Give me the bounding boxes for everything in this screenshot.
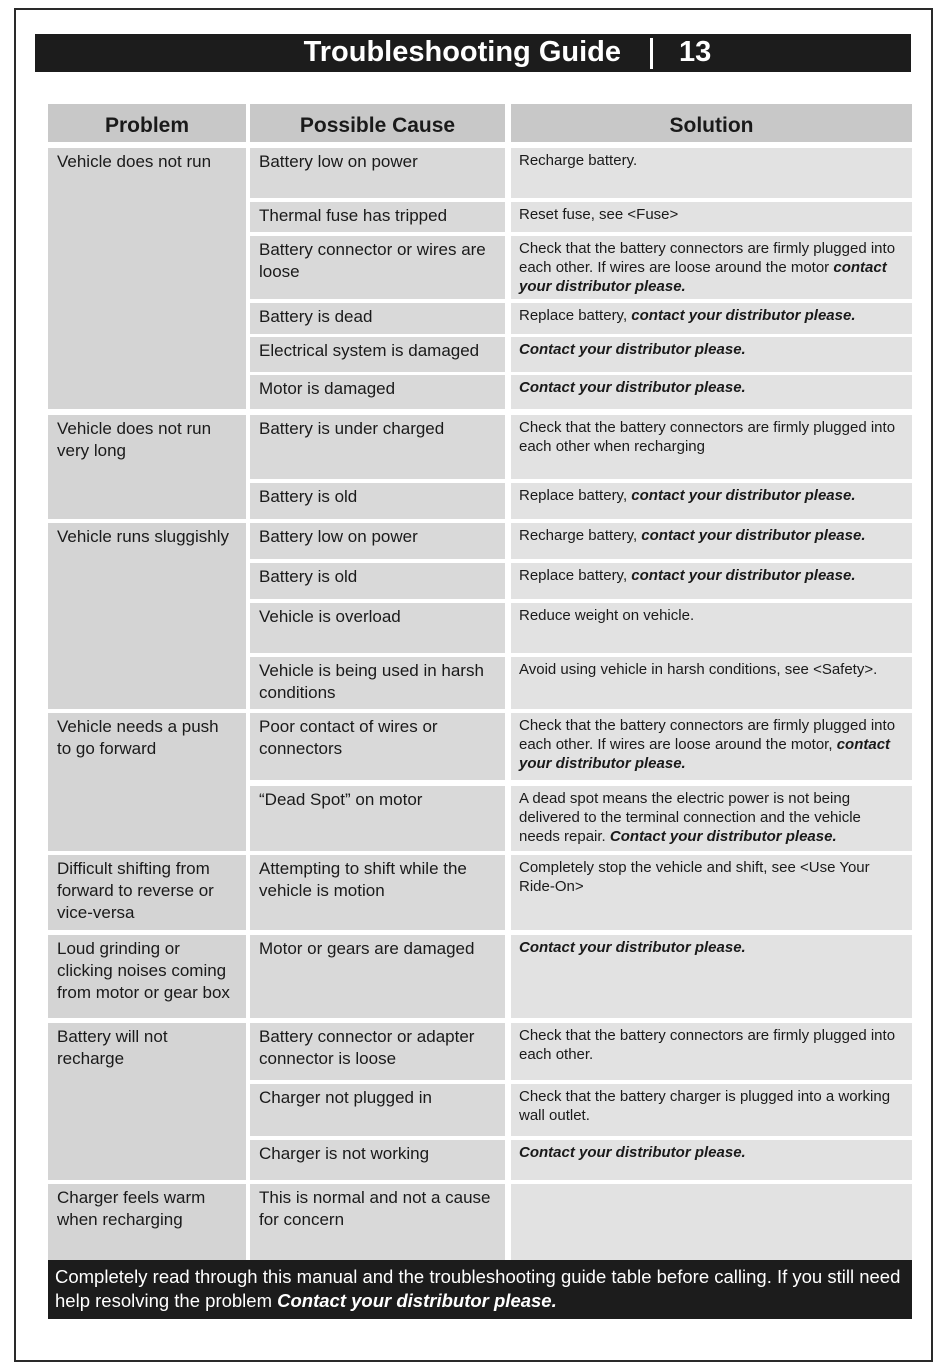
solution-cell [511,202,912,232]
problem-text: Battery will not recharge [57,1027,168,1068]
problem-cell [48,1184,246,1260]
problem-text: Vehicle runs sluggishly [57,527,229,546]
footer-note [48,1260,912,1319]
problem-cell [48,523,246,709]
solution-emphasis: contact your distributor please. [519,736,891,772]
cause-cell [250,415,505,479]
solution-cell [511,713,912,780]
cause-cell [250,375,505,409]
column-header-problem [48,104,246,142]
cause-text: Battery is under charged [259,419,445,438]
solution-emphasis: Contact your distributor please. [519,341,746,358]
cause-text: Battery is old [259,567,358,586]
solution-cell [511,1184,912,1260]
cause-cell [250,1023,505,1080]
solution-text: Replace battery, [519,307,628,324]
solution-text: Avoid using vehicle in harsh conditions, see <Safety>. [519,661,878,678]
problem-cell [48,415,246,519]
solution-text: Recharge battery, [519,527,638,544]
troubleshooting-table [48,104,912,1260]
solution-text: Check that the battery connectors are firmly plugged into each other when recharging [519,419,896,455]
cause-cell [250,855,505,930]
cause-text: Battery connector or wires are loose [259,240,486,281]
solution-emphasis: Contact your distributor please. [519,939,746,956]
solution-cell [511,375,912,409]
cause-text: Vehicle is being used in harsh conditions [259,661,484,702]
column-header-label: Solution [669,114,754,137]
problem-text: Vehicle does not run [57,152,212,171]
problem-cell [48,1023,246,1180]
cause-text: Charger not plugged in [259,1088,432,1107]
cause-cell [250,563,505,599]
cause-cell [250,1084,505,1136]
solution-emphasis: Contact your distributor please. [609,828,837,845]
solution-text: Completely stop the vehicle and shift, see <Use Your Ride-On> [519,859,870,895]
cause-cell [250,337,505,372]
solution-text: Recharge battery. [519,152,638,169]
solution-cell [511,483,912,519]
cause-cell [250,202,505,232]
problem-text: Difficult shifting from forward to reverse or vice-versa [57,859,214,922]
problem-cell [48,148,246,409]
solution-cell [511,523,912,559]
solution-text: Check that the battery charger is plugged into a working wall outlet. [519,1088,891,1124]
solution-cell [511,603,912,653]
solution-emphasis: contact your distributor please. [631,567,856,584]
cause-cell [250,523,505,559]
solution-cell [511,1023,912,1080]
cause-cell [250,1140,505,1180]
cause-cell [250,657,505,709]
cause-text: Battery connector or adapter connector is loose [259,1027,475,1068]
solution-text: Replace battery, [519,567,628,584]
solution-text: A dead spot means the electric power is not being delivered to the terminal connection and the vehicle needs repair. [519,790,861,845]
cause-cell [250,236,505,299]
solution-cell [511,657,912,709]
header-divider [650,38,653,69]
cause-cell [250,786,505,851]
cause-cell [250,713,505,780]
solution-cell [511,563,912,599]
cause-cell [250,1184,505,1260]
problem-cell [48,855,246,930]
cause-text: “Dead Spot” on motor [259,790,423,809]
footer-text: Completely read through this manual and the troubleshooting guide table before calling. If you still need help resolving the problem [55,1266,901,1311]
cause-text: Motor is damaged [259,379,396,398]
solution-cell [511,935,912,1018]
solution-text: Check that the battery connectors are firmly plugged into each other. [519,1027,896,1063]
column-header-label: Problem [104,114,190,137]
column-header-solution [511,104,912,142]
column-header-cause [250,104,505,142]
solution-cell [511,148,912,198]
problem-text: Charger feels warm when recharging [57,1188,206,1229]
solution-emphasis: Contact your distributor please. [519,379,746,396]
cause-text: Vehicle is overload [259,607,401,626]
solution-cell [511,303,912,334]
cause-text: Charger is not working [259,1144,430,1163]
cause-text: Battery is old [259,487,358,506]
problem-text: Vehicle does not run very long [57,419,212,460]
solution-text: Check that the battery connectors are firmly plugged into each other. If wires are loose around the motor, [519,717,896,753]
solution-cell [511,415,912,479]
problem-text: Vehicle needs a push to go forward [57,717,219,758]
cause-cell [250,303,505,334]
solution-emphasis: contact your distributor please. [631,487,856,504]
cause-text: Motor or gears are damaged [259,939,475,958]
solution-emphasis: contact your distributor please. [519,259,887,295]
cause-text: Electrical system is damaged [259,341,480,360]
cause-text: Attempting to shift while the vehicle is motion [259,859,467,900]
solution-emphasis: contact your distributor please. [641,527,866,544]
solution-cell [511,1140,912,1180]
solution-cell [511,786,912,851]
cause-text: Thermal fuse has tripped [259,206,448,225]
solution-cell [511,236,912,299]
solution-emphasis: Contact your distributor please. [519,1144,746,1161]
page-header [35,34,911,72]
cause-cell [250,603,505,653]
cause-cell [250,483,505,519]
cause-text: Poor contact of wires or connectors [259,717,438,758]
cause-text: Battery is dead [259,307,373,326]
solution-cell [511,337,912,372]
problem-cell [48,935,246,1018]
cause-cell [250,148,505,198]
solution-text: Replace battery, [519,487,628,504]
solution-cell [511,855,912,930]
solution-text: Reduce weight on vehicle. [519,607,695,624]
column-header-label: Possible Cause [299,114,456,137]
cause-text: This is normal and not a cause for concern [259,1188,491,1229]
solution-text: Check that the battery connectors are firmly plugged into each other. If wires are loose around the motor [519,240,896,276]
problem-text: Loud grinding or clicking noises coming from motor or gear box [57,939,230,1002]
cause-text: Battery low on power [259,527,418,546]
footer-bold-text: Contact your distributor please. [277,1290,557,1311]
page-title: Troubleshooting Guide [303,36,621,68]
page-number: 13 [679,36,712,68]
problem-cell [48,713,246,851]
solution-emphasis: contact your distributor please. [631,307,856,324]
cause-cell [250,935,505,1018]
solution-text: Reset fuse, see <Fuse> [519,206,679,223]
solution-cell [511,1084,912,1136]
cause-text: Battery low on power [259,152,418,171]
